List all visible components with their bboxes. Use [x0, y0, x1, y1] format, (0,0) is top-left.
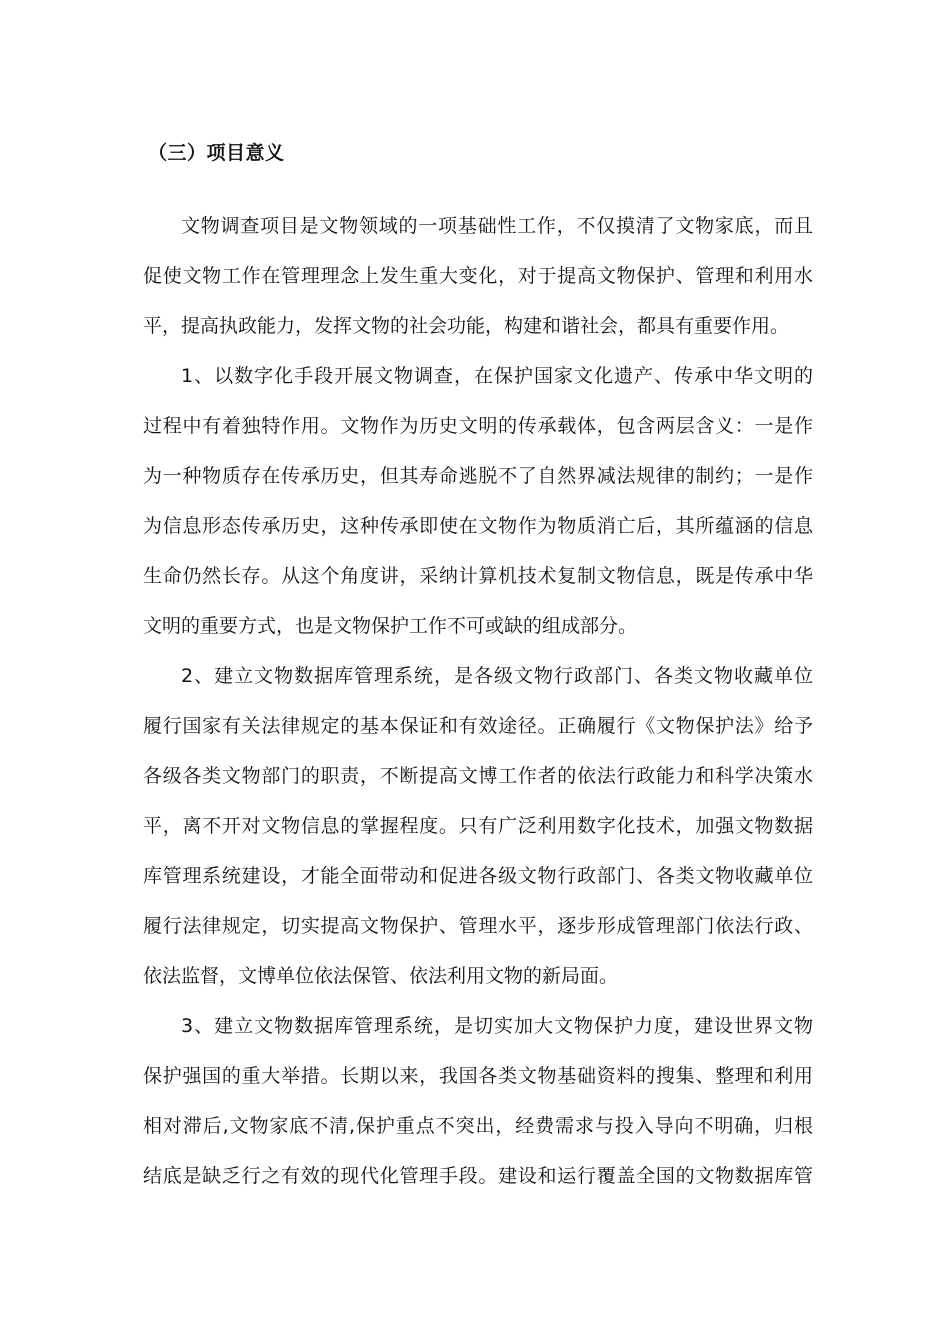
paragraph-line: 1、以数字化手段开展文物调查，在保护国家文化遗产、传承中华文明的	[181, 365, 813, 387]
paragraph-line: 为一种物质存在传承历史，但其寿命逃脱不了自然界减法规律的制约；一是作	[143, 465, 813, 487]
paragraph-line: 2、建立文物数据库管理系统，是各级文物行政部门、各类文物收藏单位	[181, 665, 813, 687]
paragraph-line: 文物调查项目是文物领域的一项基础性工作，不仅摸清了文物家底，而且	[181, 215, 813, 237]
paragraph-line: 3、建立文物数据库管理系统，是切实加大文物保护力度，建设世界文物	[181, 1015, 813, 1037]
paragraph-line: 依法监督，文博单位依法保管、依法利用文物的新局面。	[143, 965, 619, 987]
paragraph-line: 平，提高执政能力，发挥文物的社会功能，构建和谐社会，都具有重要作用。	[143, 315, 790, 337]
paragraph-line: 为信息形态传承历史，这种传承即使在文物作为物质消亡后，其所蕴涵的信息	[143, 515, 813, 537]
paragraph-line: 过程中有着独特作用。文物作为历史文明的传承载体，包含两层含义：一是作	[143, 415, 813, 437]
section-heading: （三）项目意义	[148, 142, 285, 164]
paragraph-line: 保护强国的重大举措。长期以来，我国各类文物基础资料的搜集、整理和利用	[143, 1065, 813, 1087]
paragraph-line: 相对滞后,文物家底不清,保护重点不突出，经费需求与投入导向不明确，归根	[143, 1115, 813, 1137]
paragraph-line: 平，离不开对文物信息的掌握程度。只有广泛利用数字化技术，加强文物数据	[143, 815, 813, 837]
paragraph-line: 促使文物工作在管理理念上发生重大变化，对于提高文物保护、管理和利用水	[143, 265, 813, 287]
paragraph-line: 文明的重要方式，也是文物保护工作不可或缺的组成部分。	[143, 615, 638, 637]
paragraph-line: 库管理系统建设，才能全面带动和促进各级文物行政部门、各类文物收藏单位	[143, 865, 813, 887]
paragraph-line: 各级各类文物部门的职责，不断提高文博工作者的依法行政能力和科学决策水	[143, 765, 813, 787]
paragraph-line: 履行法律规定，切实提高文物保护、管理水平，逐步形成管理部门依法行政、	[143, 915, 813, 937]
paragraph-line: 履行国家有关法律规定的基本保证和有效途径。正确履行《文物保护法》给予	[143, 715, 813, 737]
paragraph-line: 生命仍然长存。从这个角度讲，采纳计算机技术复制文物信息，既是传承中华	[143, 565, 813, 587]
paragraph-line: 结底是缺乏行之有效的现代化管理手段。建设和运行覆盖全国的文物数据库管	[143, 1165, 813, 1187]
